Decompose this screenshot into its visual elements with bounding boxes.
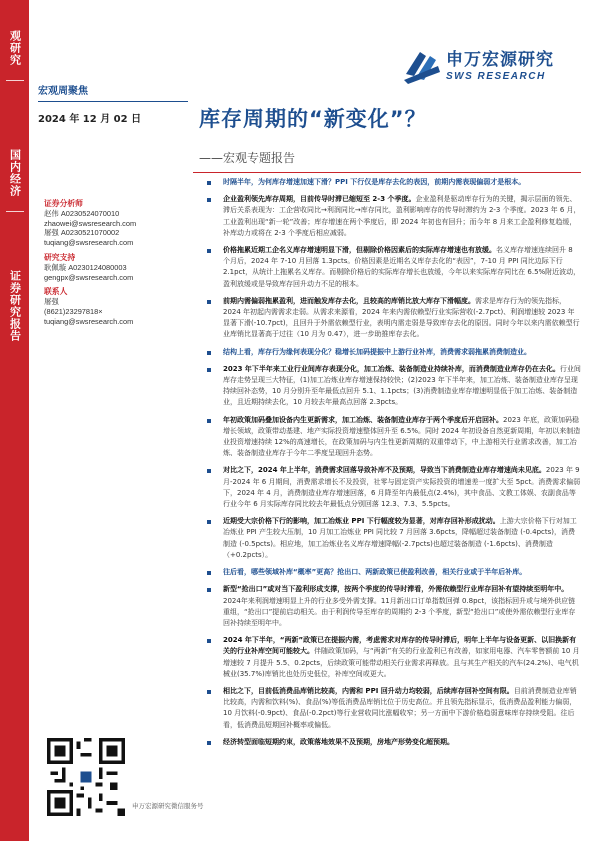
bullet-lead: 往后看，哪些领域补库“概率”更高？抢出口、两新政策已使盈利改善，相关行业或于半年后补库。 [223, 568, 527, 577]
summary-bullet [193, 177, 581, 188]
bullet-body: 目前消费制造业库销比较高，内需和饮料(%)、食品(%)等低消费品库销比位于历史高位。并且领先指标显示，低消费品盈利能力偏弱，10 月饮料(-0.9pct)、食品(-0.2pct)等行业营收同比涨幅收窄；另一方面中下游价格趋弱意味库存持续受阻。往后看，低消费品短期回补概率或偏低。 [223, 686, 577, 729]
bullet-body: 行业间库存走势呈现三大特征，(1)加工冶炼业库存增速保持较快；(2)2023 年下半年来，加工冶炼、装备制造业库存呈现持续回补态势，10 月分别升至年最低点回升 5.1、1.1pcts；(3)消费制造业库存增速明显低于加工冶炼、装备制造业，且近期持续去化，10 月较去年最高点回落 2.3pcts。 [223, 364, 581, 407]
summary-bullet [193, 635, 581, 680]
title-divider [193, 172, 581, 173]
page-title: 库存周期的“新变化”？ [199, 107, 427, 131]
summary-bullet [193, 686, 581, 731]
bullet-body: 伴随政策加码，与“两新”有关的行业盈利已有改善，如家用电器、汽车零售额前 10 月增速较 7 月提升 5.5、0.2pcts，后续政策可能带动相关行业需求再释放。且与其生产相关的汽车(24.2%)、电气机械业(35.7%)库销比也处历史低位，补库空间或更大。 [223, 647, 580, 678]
summary-bullet [193, 194, 581, 239]
bullet-marker-icon [207, 351, 211, 355]
bullet-marker-icon [207, 469, 211, 473]
summary-bullets [193, 177, 581, 754]
bullet-marker-icon [207, 690, 211, 694]
summary-bullet [193, 465, 581, 510]
bullet-lead: 时隔半年，为何库存增速加速下滑？PPI 下行仅是库存去化的表因，前期内需表现偏弱才是根本。 [223, 178, 526, 186]
bullet-marker-icon [207, 300, 211, 304]
section-label-3: 证券研究报告 [8, 270, 22, 342]
contact-email[interactable]: tuqiang@swsresearch.com [44, 316, 134, 326]
report-type: 宏观周聚焦 [38, 86, 88, 97]
section-label-2: 国内经济 [8, 149, 22, 197]
bullet-marker-icon [207, 571, 211, 575]
bullet-lead: 经济转型面临短期约束，政策落地效果不及预期，房地产形势变化超预期。 [223, 737, 454, 746]
analyst-line: 赵伟 A0230524070010 [44, 208, 120, 218]
bullet-body: 2023 年 9 月-2024 年 6 月期间，消费需求增长不及投资，社零与固定资产实际投资的增速差一度扩大至 5pct。消费需求偏弱下，2024 年 4 月，消费制造业库存增速回落，6 月降至年内最低点(2.4%)，其中食品、文教工体娱、农副食品等行业今年 6 月实际库存同比较去年最低点分别回落 12.3、7.3、5.5pcts。 [223, 466, 581, 509]
support-email[interactable]: gengpx@swsresearch.com [44, 272, 134, 282]
bullet-marker-icon [207, 249, 211, 253]
qr-caption: 申万宏源研究微信服务号 [132, 803, 204, 810]
contact-heading: 联系人 [44, 287, 68, 297]
analyst-sidebar [44, 197, 184, 327]
report-date: 2024 年 12 月 02 日 [38, 114, 142, 125]
bullet-lead: 2024 年下半年，“两新”政策已在提振内需，考虑需求对库存的传导时滞后，明年上半年与设备更新、以旧换新有关的行业补库空间可能较大。 [223, 636, 577, 656]
left-section-bar [0, 0, 29, 841]
bullet-marker-icon [207, 741, 211, 745]
bullet-lead: 结构上看，库存行为缘何表现分化？稳增长加码提振中上游行业补库，消费需求弱拖累消费制造业。 [223, 347, 531, 356]
section-divider [6, 80, 24, 81]
analyst-line: 屠强 A0230521070002 [44, 228, 120, 238]
bullet-lead: 新型“抢出口”或对当下盈利形成支撑，按两个季度的传导时滞看，外需依赖型行业库存回补有望持续至明年中。 [223, 585, 569, 594]
summary-bullet [193, 245, 581, 290]
bullet-lead: 相比之下，目前低消费品库销比较高，内需和 PPI 回升动力均较弱，后续库存回补空间有限。 [223, 686, 514, 695]
summary-bullet [193, 584, 581, 629]
summary-bullet [193, 415, 581, 460]
bullet-lead: 近期受大宗价格下行的影响，加工冶炼业 PPI 下行幅度较为显著，对库存回补形成扰动。 [223, 517, 500, 526]
bullet-lead: 前期内需偏弱拖累盈利，进而触发库存去化，且较高的库销比放大库存下滑幅度。 [223, 296, 475, 305]
summary-bullet [193, 737, 581, 748]
bullet-marker-icon [207, 181, 211, 185]
analyst-email[interactable]: zhaowei@swsresearch.com [44, 218, 137, 228]
bullet-lead: 价格拖累近期工企名义库存增速明显下滑，但剔除价格因素后的实际库存增速也有放缓。 [223, 246, 496, 255]
bullet-marker-icon [207, 419, 211, 423]
contact-name: 屠强 [44, 297, 59, 307]
brand-name-cn: 申万宏源研究 [446, 49, 554, 70]
bullet-body: 2024年来利润增速明显上升的行业多受外需支撑。11月新出口订单指数回弹 0.8pct，该指标回升或与境外供应链重组，“抢出口”提前启动相关。由于利润传导至库存的周期约 2-3 个季度，新型“抢出口”或使外需依赖型行业库存回补持续至明年中。 [223, 596, 576, 627]
bullet-marker-icon [207, 368, 211, 372]
summary-bullet [193, 347, 581, 358]
bullet-body: 需求是库存行为的领先指标，2024 年初起内需需求走弱。从需求来源看，2024 年来内需依赖型行业实际营收(-2.7pct)、利润增速较 2023 年显著下滑(-10.7pct)，且回升于外需依赖型行业，表明内需走弱是导致库存去化的原因。同时今年以来内需依赖型行业库销比显著高于过往（10 月为 0.47），进一步助推库存去化。 [223, 296, 580, 339]
logo-icon [402, 46, 442, 86]
support-heading: 研究支持 [44, 252, 76, 262]
qr-code-image [47, 738, 125, 816]
analysts-heading: 证券分析师 [44, 199, 83, 208]
summary-bullet [193, 516, 581, 561]
section-divider [6, 211, 24, 212]
section-label-1: 观研究 [8, 30, 22, 66]
bullet-marker-icon [207, 588, 211, 592]
brand-name-en: SWS RESEARCH [446, 70, 546, 82]
bullet-body: 2023 年底，政策加码稳增长领域，政策带动基建、地产实际投资增速整体回升至 6.5%。同时 2024 年初设备自然更新周期，年初以来制造业投资增速持续 12%的高速增长，在政策加码与内生性更新周期的双重带动下，中上游相关行业需求改善，加工冶炼、装备制造业库存于今年二季度呈现回升态势。 [223, 415, 581, 458]
bullet-lead: 对比之下，2024 年上半年，消费需求回落导致补库不及预期，导致当下消费制造业库存增速尚未见底。 [223, 466, 546, 475]
bullet-marker-icon [207, 639, 211, 643]
summary-bullet [193, 296, 581, 341]
report-type-divider [38, 101, 188, 102]
bullet-body: 名义库存增速连续回升 8 个月后，2024 年 7-10 月回落 1.3pcts。价格因素是近期名义库存去化的“表因”，7-10 月 PPI 同比边际下行 2.1pct，从统计上拖累名义库存。而剔除价格后的实际库存增长也放缓，今年以来实际库存同比在 6.5%附近波动，盈利放缓或是导致库存回升动力不足的根本。 [223, 246, 581, 288]
bullet-marker-icon [207, 520, 211, 524]
bullet-marker-icon [207, 198, 211, 202]
bullet-lead: 企业盈利领先库存周期，目前传导时滞已缩短至 2-3 个季度。 [223, 195, 416, 204]
summary-bullet [193, 567, 581, 578]
brand-logo [402, 46, 572, 86]
contact-phone: (8621)23297818× [44, 306, 103, 316]
bullet-lead: 年初政策加码叠加设备内生更新需求，加工冶炼、装备制造业库存于两个季度后开启回补。 [223, 415, 503, 424]
support-line: 耿佩璇 A0230124080003 [44, 262, 127, 272]
page-subtitle: ——宏观专题报告 [199, 151, 296, 165]
bullet-body: 企业盈利是驱动库存行为的关键，揭示层面的领先、滞后关系表现为：工企营收同比→利润同比→库存同比，盈利影响库存的传导时滞约为 2-3 个季度。2023 年 6 月，工业盈利出现“新一轮”改善；库存增速在两个季度后，即 2024 年初也有回升；而今年 8 月来工企盈利修复趋缓，补库动力或将在 2-3 个季度后相应减弱。 [223, 195, 581, 237]
analyst-email[interactable]: tuqiang@swsresearch.com [44, 238, 134, 248]
bullet-body: 上游大宗价格下行对加工冶炼业 PPI 产生较大压制，10 月加工冶炼业 PPI 同比较 7 月回落 3.6pcts，降幅超过装备制造 (-0.4pcts)，消费制造 (-0.5pcts)。相应地，加工冶炼业名义库存增速降幅(-2.7pcts)也超过装备制造 (-1.6pcts)、消费制造（+0.2pcts）。 [223, 517, 577, 559]
summary-bullet [193, 364, 581, 409]
bullet-lead: 2023 年下半年来工业行业间库存表现分化，加工冶炼、装备制造业持续补库，而消费制造业库存仍在去化。 [223, 364, 560, 373]
